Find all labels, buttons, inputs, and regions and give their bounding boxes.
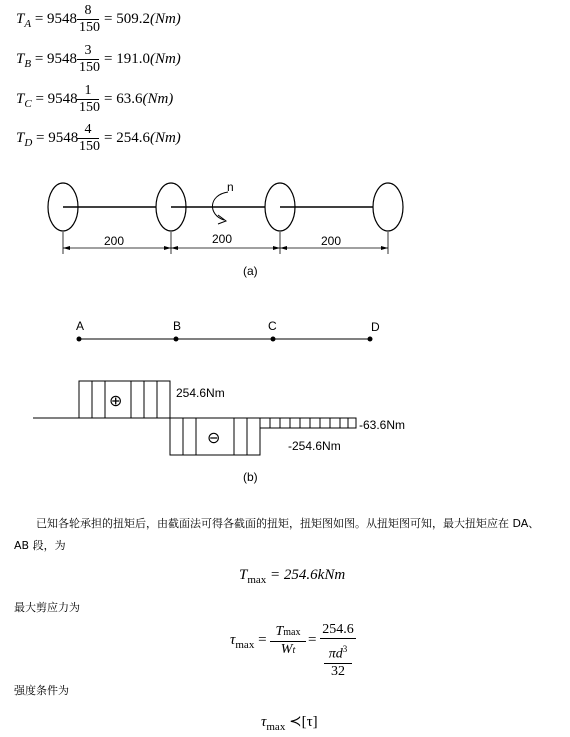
pulley-d — [373, 183, 403, 231]
dim-arrow — [381, 246, 388, 250]
equals-sign: = — [308, 632, 317, 648]
dim-arrow — [171, 246, 178, 250]
strength-condition: $\tau_{max}$ ≺[τ] — [261, 714, 318, 733]
shear-stress-heading: 最大剪应力为 — [14, 601, 80, 614]
tmax-equation: $T_{max} = 254.6kNm$ — [239, 567, 346, 586]
point-label-c: C — [268, 319, 277, 333]
dim-arrow — [280, 246, 287, 250]
equation-td: $T_D = 9548$ — [16, 130, 79, 149]
fraction-tc: $\frac{1}{150}$ — [79, 83, 100, 115]
dim-label-ab: 200 — [104, 234, 125, 248]
fraction-value: 254.6 $\pi d^3$ 32 — [320, 622, 356, 680]
label-positive-torque: 254.6Nm — [176, 386, 225, 400]
point-c — [271, 337, 276, 342]
equation-ta: $T_A = 9548$ — [16, 11, 78, 30]
dim-arrow — [273, 246, 280, 250]
dim-arrow — [63, 246, 70, 250]
rotation-label: n — [227, 180, 234, 194]
caption-b: (b) — [243, 470, 258, 484]
strength-condition-heading: 强度条件为 — [14, 684, 69, 697]
label-negative-torque: -254.6Nm — [288, 439, 341, 453]
point-label-b: B — [173, 319, 182, 333]
fraction-ta: $\frac{8}{150}$ — [79, 3, 100, 35]
fraction-tmax-wt: Tmax Wt — [270, 624, 306, 659]
dim-arrow — [164, 246, 171, 250]
result-td: = 254.6(Nm) — [104, 130, 181, 146]
equation-tb: $T_B = 9548$ — [16, 51, 78, 70]
point-a — [77, 337, 82, 342]
point-d — [368, 337, 373, 342]
label-c-torque: -63.6Nm — [359, 418, 406, 432]
fraction-tb: $\frac{3}{150}$ — [79, 43, 100, 75]
paragraph-max-torque: 已知各轮承担的扭矩后，由截面法可得各截面的扭矩，扭矩图如图。从扭矩图可知，最大扭矩应在 DA、 AB 段，为 — [14, 517, 540, 552]
shaft-figure-a — [0, 170, 570, 285]
small-negative-block — [260, 418, 356, 428]
point-b — [174, 337, 179, 342]
result-ta: = 509.2(Nm) — [104, 11, 181, 27]
dim-label-cd: 200 — [321, 234, 342, 248]
point-label-d: D — [371, 320, 380, 334]
result-tc: = 63.6(Nm) — [104, 91, 174, 107]
positive-torque-block — [79, 381, 170, 418]
caption-a: (a) — [243, 264, 258, 278]
equation-tc: $T_C = 9548$ — [16, 91, 78, 110]
dim-label-bc: 200 — [212, 232, 233, 246]
rotation-arrow — [212, 192, 228, 220]
minus-sign: ⊖ — [207, 430, 221, 447]
tau-lhs: $\tau_{max}$ = — [230, 632, 267, 651]
point-label-a: A — [76, 319, 85, 333]
fraction-td: $\frac{4}{150}$ — [79, 122, 100, 154]
plus-sign: ⊕ — [109, 393, 123, 410]
torque-diagram-b — [0, 315, 570, 490]
result-tb: = 191.0(Nm) — [104, 51, 181, 67]
